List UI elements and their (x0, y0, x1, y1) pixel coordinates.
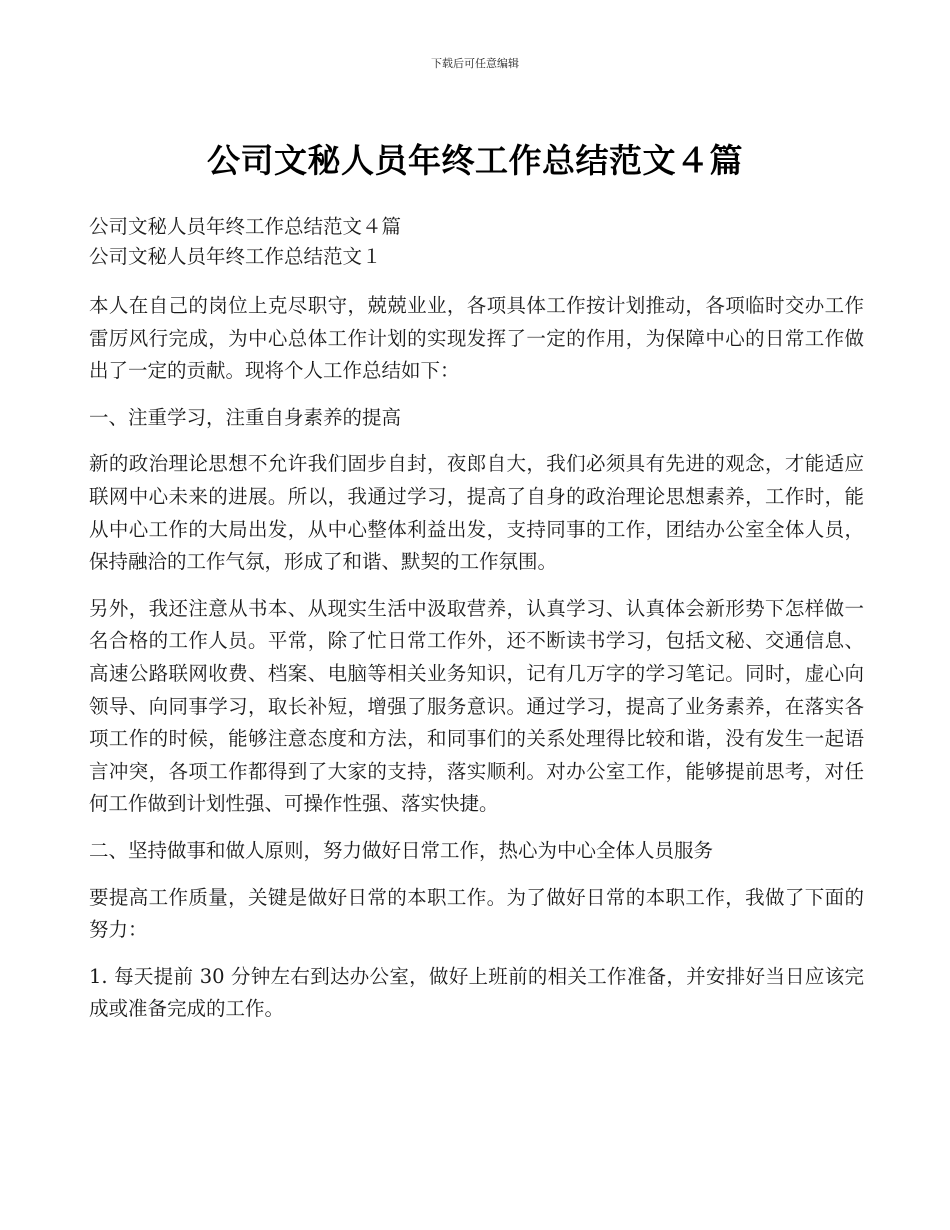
header-note: 下载后可任意编辑 (431, 57, 519, 70)
section-heading: 二、坚持做事和做人原则，努力做好日常工作，热心为中心全体人员服务 (89, 838, 714, 862)
paragraph: 新的政治理论思想不允许我们固步自封，夜郎自大，我们必须具有先进的观念，才能适应联网中心未来的进展。所以，我通过学习，提高了自身的政治理论思想素养，工作时，能从中心工作的大局出发，从中心整体利益出发，支持同事的工作，团结办公室全体人员，保持融洽的工作气氛，形成了和谐、默契的工作氛围。 (89, 452, 864, 574)
list-item: 1. 每天提前 30 分钟左右到达办公室，做好上班前的相关工作准备，并安排好当日应该完成或准备完成的工作。 (89, 964, 864, 1021)
subtitle-block (89, 212, 864, 272)
document-body (89, 290, 864, 1040)
paragraph: 要提高工作质量，关键是做好日常的本职工作。为了做好日常的本职工作，我做了下面的努力： (89, 885, 864, 942)
section-heading: 一、注重学习，注重自身素养的提高 (89, 405, 402, 429)
subtitle-line: 公司文秘人员年终工作总结范文１ (89, 245, 382, 268)
paragraph: 另外，我还注意从书本、从现实生活中汲取营养，认真学习、认真体会新形势下怎样做一名合格的工作人员。平常，除了忙日常工作外，还不断读书学习，包括文秘、交通信息、高速公路联网收费、档案、电脑等相关业务知识，记有几万字的学习笔记。同时，虚心向领导、向同事学习，取长补短，增强了服务意识。通过学习，提高了业务素养，在落实各项工作的时候，能够注意态度和方法，和同事们的关系处理得比较和谐，没有发生一起语言冲突，各项工作都得到了大家的支持，落实顺利。对办公室工作，能够提前思考，对任何工作做到计划性强、可操作性强、落实快捷。 (89, 596, 864, 816)
paragraph-intro: 本人在自己的岗位上克尽职守，兢兢业业，各项具体工作按计划推动，各项临时交办工作雷厉风行完成，为中心总体工作计划的实现发挥了一定的作用，为保障中心的日常工作做出了一定的贡献。现将个人工作总结如下： (89, 294, 864, 383)
subtitle-line: 公司文秘人员年终工作总结范文４篇 (89, 215, 402, 238)
document-title: 公司文秘人员年终工作总结范文４篇 (207, 141, 743, 180)
